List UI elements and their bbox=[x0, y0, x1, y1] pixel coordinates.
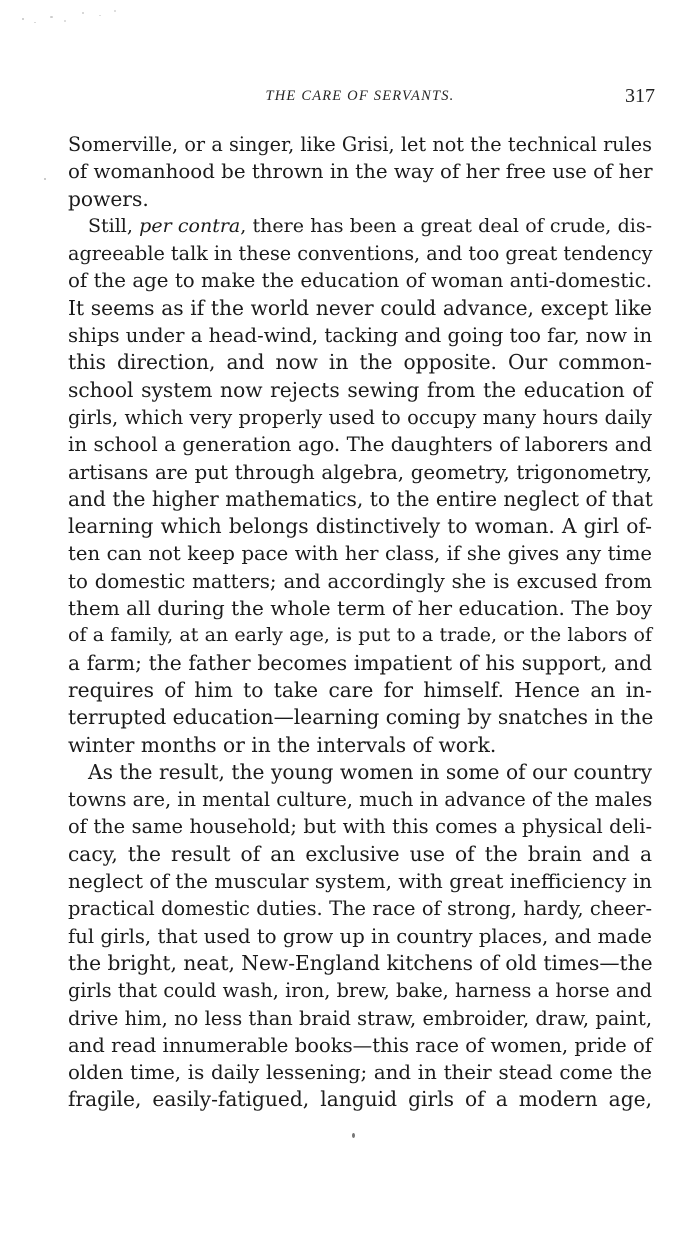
text-line: girls, which very properly used to occupy many hours daily bbox=[68, 405, 652, 429]
text-line: this direction, and now in the opposite. Our common- bbox=[68, 350, 652, 375]
text-line: fragile, easily-fatigued, languid girls of a modern age, bbox=[68, 1087, 652, 1112]
text-run: , there has been a great deal of crude, dis- bbox=[240, 214, 652, 237]
corner-smudge bbox=[4, 6, 134, 36]
body-text bbox=[68, 131, 652, 1114]
text-line: It seems as if the world never could advance, except like bbox=[68, 295, 652, 320]
text-line: of the same household; but with this comes a physical deli- bbox=[68, 815, 652, 839]
text-line: to domestic matters; and accordingly she is excused from bbox=[68, 569, 652, 593]
running-title: THE CARE OF SERVANTS. bbox=[265, 88, 455, 104]
text-line: a farm; the father becomes impatient of his support, and bbox=[68, 650, 652, 675]
text-line: practical domestic duties. The race of strong, hardy, cheer- bbox=[68, 897, 652, 921]
text-line: winter months or in the intervals of work. bbox=[68, 732, 497, 757]
page-number: 317 bbox=[625, 85, 655, 107]
text-line: of a family, at an early age, is put to a trade, or the labors of bbox=[68, 624, 652, 647]
text-line: learning which belongs distinctively to woman. A girl of- bbox=[68, 514, 652, 539]
text-line: girls that could wash, iron, brew, bake, harness a horse and bbox=[68, 979, 652, 1003]
text-line: terrupted education—learning coming by snatches in the bbox=[68, 705, 654, 730]
text-line: the bright, neat, New-England kitchens of old times—the bbox=[68, 950, 653, 975]
text-line: olden time, is daily lessening; and in their stead come the bbox=[68, 1061, 652, 1085]
italic-phrase: per contra bbox=[139, 214, 241, 237]
text-line: ships under a head-wind, tacking and going too far, now in bbox=[68, 324, 653, 348]
text-line: in school a generation ago. The daughters of laborers and bbox=[68, 433, 652, 457]
text-line: powers. bbox=[68, 186, 149, 211]
text-line: agreeable talk in these conventions, and too great tendency bbox=[68, 242, 653, 266]
text-line: Somerville, or a singer, like Grisi, let not the technical rules bbox=[68, 133, 652, 156]
running-head bbox=[0, 85, 700, 110]
text-line: and the higher mathematics, to the entire neglect of that bbox=[68, 486, 653, 511]
text-line: cacy, the result of an exclusive use of the brain and a bbox=[68, 841, 652, 866]
text-line: As the result, the young women in some of our country bbox=[88, 759, 652, 784]
text-run: Still, bbox=[88, 214, 140, 237]
text-line: towns are, in mental culture, much in advance of the males bbox=[68, 788, 653, 812]
text-line: ful girls, that used to grow up in country places, and made bbox=[68, 924, 652, 948]
ink-speck bbox=[44, 178, 46, 180]
text-line: them all during the whole term of her education. The boy bbox=[68, 596, 652, 621]
text-line: and read innumerable books—this race of women, pride of bbox=[68, 1033, 652, 1057]
text-line: artisans are put through algebra, geometry, trigonometry, bbox=[68, 460, 652, 484]
text-line: school system now rejects sewing from the education of bbox=[68, 377, 652, 402]
ink-speck bbox=[352, 1133, 355, 1138]
text-line: drive him, no less than braid straw, embroider, draw, paint, bbox=[68, 1006, 652, 1030]
text-line: neglect of the muscular system, with great inefficiency in bbox=[68, 869, 652, 894]
text-line: requires of him to take care for himself. Hence an in- bbox=[68, 677, 652, 702]
text-line: of the age to make the education of woman anti-domestic. bbox=[68, 269, 652, 293]
text-line bbox=[68, 213, 652, 240]
text-line: of womanhood be thrown in the way of her free use of her bbox=[68, 160, 653, 184]
text-line: ten can not keep pace with her class, if she gives any time bbox=[68, 542, 652, 566]
